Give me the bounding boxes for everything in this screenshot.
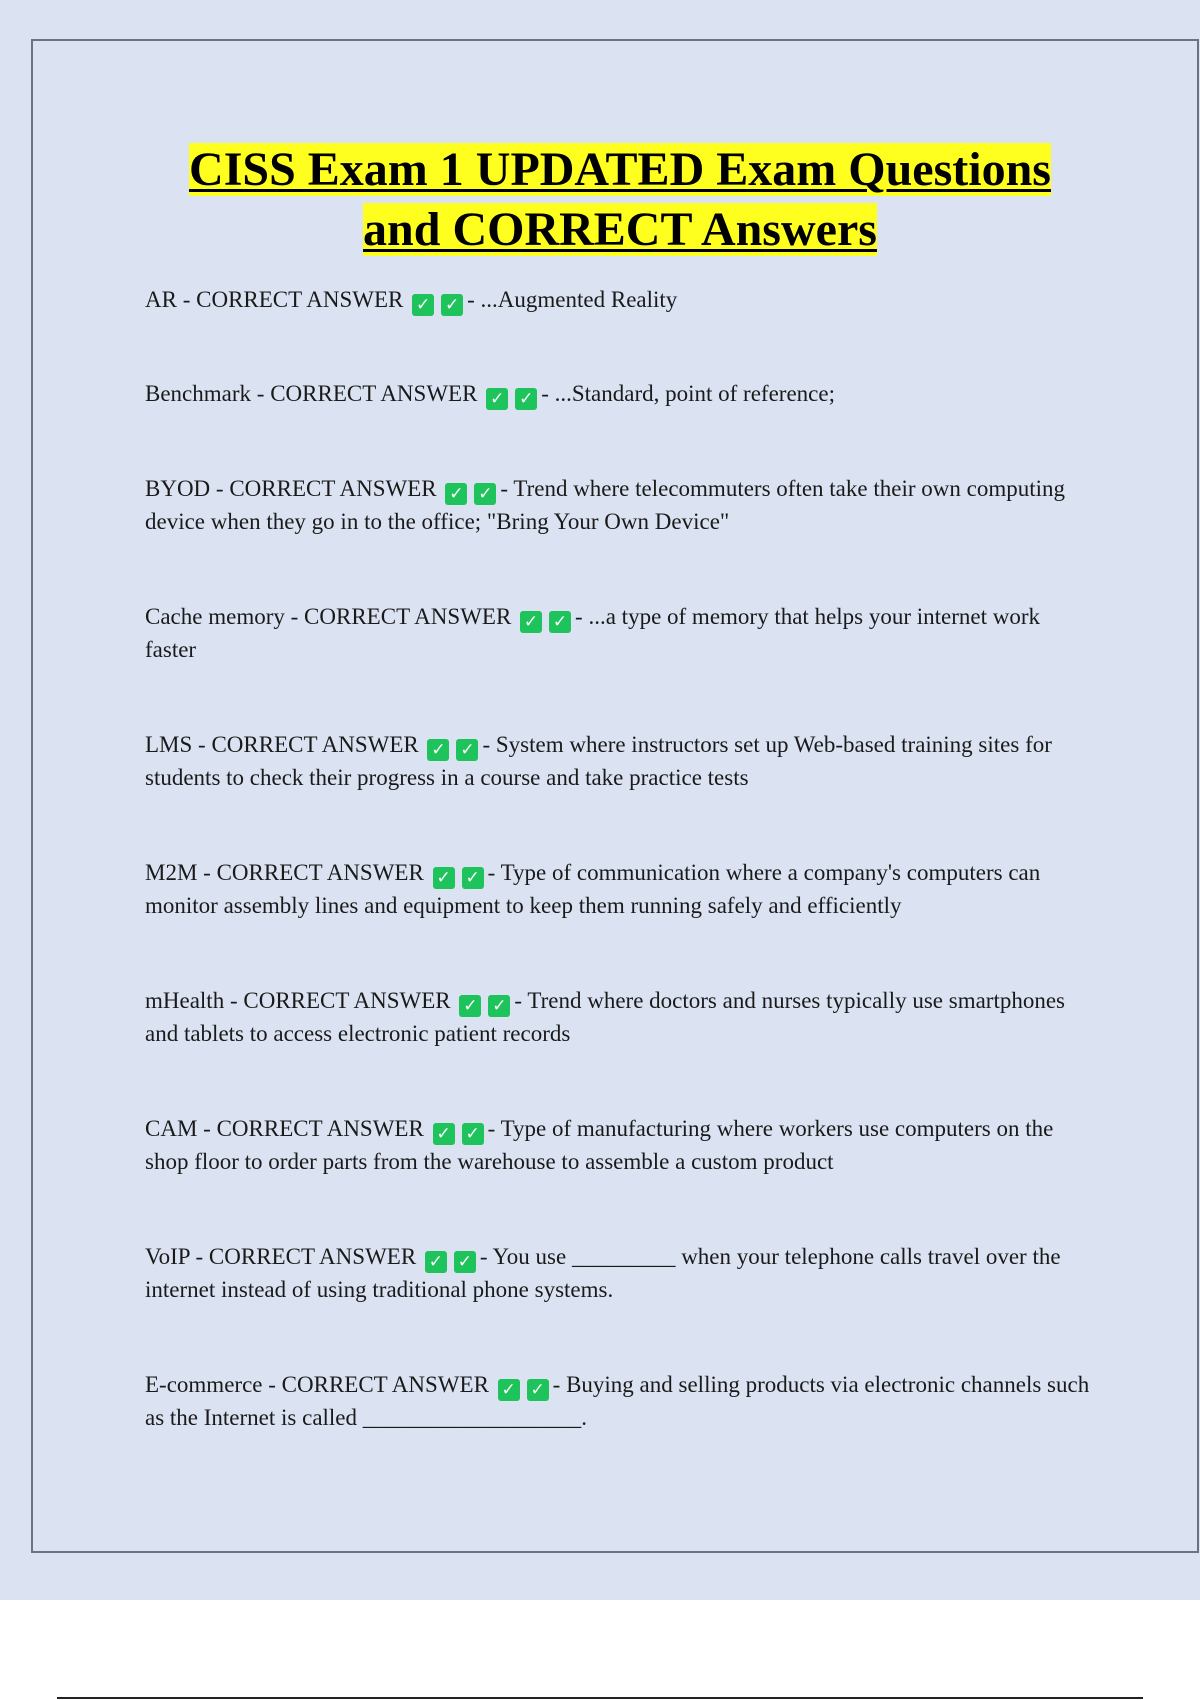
entry-answer-label: CORRECT ANSWER [216, 1116, 424, 1141]
entry-answer-label: CORRECT ANSWER [270, 381, 478, 406]
entry-answer-label: CORRECT ANSWER [229, 476, 437, 501]
check-box-icon: ✓ [433, 867, 455, 889]
entry-definition: You use _________ when your telephone calls travel over the internet instead of using traditional phone systems. [145, 1244, 1061, 1302]
entry-term: mHealth [145, 988, 225, 1013]
entry-answer-label: CORRECT ANSWER [243, 988, 451, 1013]
check-box-icon: ✓ [456, 739, 478, 761]
entry-answer-label: CORRECT ANSWER [304, 604, 512, 629]
entry-definition: ...Augmented Reality [480, 287, 678, 312]
entry-definition: ...a type of memory that helps your internet work faster [145, 604, 1041, 662]
qa-entry: E-commerce - CORRECT ANSWER ✓ ✓ - Buying and selling products via electronic channels such as the Internet is called ___________________. [145, 1372, 1090, 1430]
qa-entry: LMS - CORRECT ANSWER ✓ ✓ - System where instructors set up Web-based training sites for students to check their progress in a course and take practice tests [145, 732, 1052, 790]
check-box-icon: ✓ [549, 611, 571, 633]
qa-entry: mHealth - CORRECT ANSWER ✓ ✓ - Trend where doctors and nurses typically use smartphones and tablets to access electronic patient records [145, 988, 1065, 1046]
entry-term: Benchmark [145, 381, 252, 406]
check-box-icon: ✓ [498, 1379, 520, 1401]
entry-definition: System where instructors set up Web-based training sites for students to check their progress in a course and take practice tests [145, 732, 1052, 790]
entry-term: CAM [145, 1116, 198, 1141]
check-box-icon: ✓ [474, 483, 496, 505]
entry-answer-label: CORRECT ANSWER [208, 1244, 417, 1269]
entry-answer-label: CORRECT ANSWER [216, 860, 424, 885]
title-line-1: CISS Exam 1 UPDATED Exam Questions [189, 143, 1051, 196]
qa-entry: Benchmark - CORRECT ANSWER ✓ ✓ - ...Standard, point of reference; [145, 381, 835, 409]
entry-definition: Type of communication where a company's computers can monitor assembly lines and equipment to keep them running safely and efficiently [145, 860, 1041, 918]
check-box-icon: ✓ [445, 483, 467, 505]
entry-term: Cache memory [145, 604, 285, 629]
entry-definition: ...Standard, point of reference; [554, 381, 835, 406]
entry-term: BYOD [145, 476, 211, 501]
entry-answer-label: CORRECT ANSWER [196, 287, 404, 312]
qa-entry: M2M - CORRECT ANSWER ✓ ✓ - Type of communication where a company's computers can monitor assembly lines and equipment to keep them running safely and efficiently [145, 860, 1041, 918]
document-title [60, 140, 1180, 260]
entry-term: VoIP [145, 1244, 190, 1269]
entry-term: E-commerce [145, 1372, 263, 1397]
entry-definition: Trend where telecommuters often take their own computing device when they go in to the office; "Bring Your Own Device" [145, 476, 1065, 534]
qa-entry: AR - CORRECT ANSWER ✓ ✓ - ...Augmented Reality [145, 287, 678, 315]
check-box-icon: ✓ [488, 995, 510, 1017]
entry-definition: Trend where doctors and nurses typically use smartphones and tablets to access electronic patient records [145, 988, 1065, 1046]
check-box-icon: ✓ [433, 1123, 455, 1145]
qa-entry: CAM - CORRECT ANSWER ✓ ✓ - Type of manufacturing where workers use computers on the shop floor to order parts from the warehouse to assemble a custom product [145, 1116, 1054, 1174]
qa-entry: BYOD - CORRECT ANSWER ✓ ✓ - Trend where telecommuters often take their own computing device when they go in to the office; "Bring Your Own Device" [145, 476, 1065, 534]
check-box-icon: ✓ [520, 611, 542, 633]
check-box-icon: ✓ [515, 388, 537, 410]
check-box-icon: ✓ [527, 1379, 549, 1401]
check-box-icon: ✓ [462, 867, 484, 889]
entry-term: LMS [145, 732, 193, 757]
entry-definition: Type of manufacturing where workers use computers on the shop floor to order parts from the warehouse to assemble a custom product [145, 1116, 1054, 1174]
check-box-icon: ✓ [425, 1251, 447, 1273]
check-box-icon: ✓ [462, 1123, 484, 1145]
check-box-icon: ✓ [486, 388, 508, 410]
entry-answer-label: CORRECT ANSWER [211, 732, 419, 757]
entry-answer-label: CORRECT ANSWER [281, 1372, 489, 1397]
entry-definition: Buying and selling products via electronic channels such as the Internet is called ___________________. [145, 1372, 1090, 1430]
footer-divider [57, 1697, 1143, 1699]
entry-term: AR [145, 287, 177, 312]
check-box-icon: ✓ [454, 1251, 476, 1273]
entry-term: M2M [145, 860, 198, 885]
check-box-icon: ✓ [441, 294, 463, 316]
check-box-icon: ✓ [412, 294, 434, 316]
qa-entry: Cache memory - CORRECT ANSWER ✓ ✓ - ...a type of memory that helps your internet work faster [145, 604, 1041, 662]
title-line-2: and CORRECT Answers [363, 203, 877, 256]
qa-list [145, 283, 1095, 1496]
check-box-icon: ✓ [427, 739, 449, 761]
qa-entry: VoIP - CORRECT ANSWER ✓ ✓ - You use _________ when your telephone calls travel over the internet instead of using traditional phone systems. [145, 1244, 1061, 1302]
check-box-icon: ✓ [459, 995, 481, 1017]
